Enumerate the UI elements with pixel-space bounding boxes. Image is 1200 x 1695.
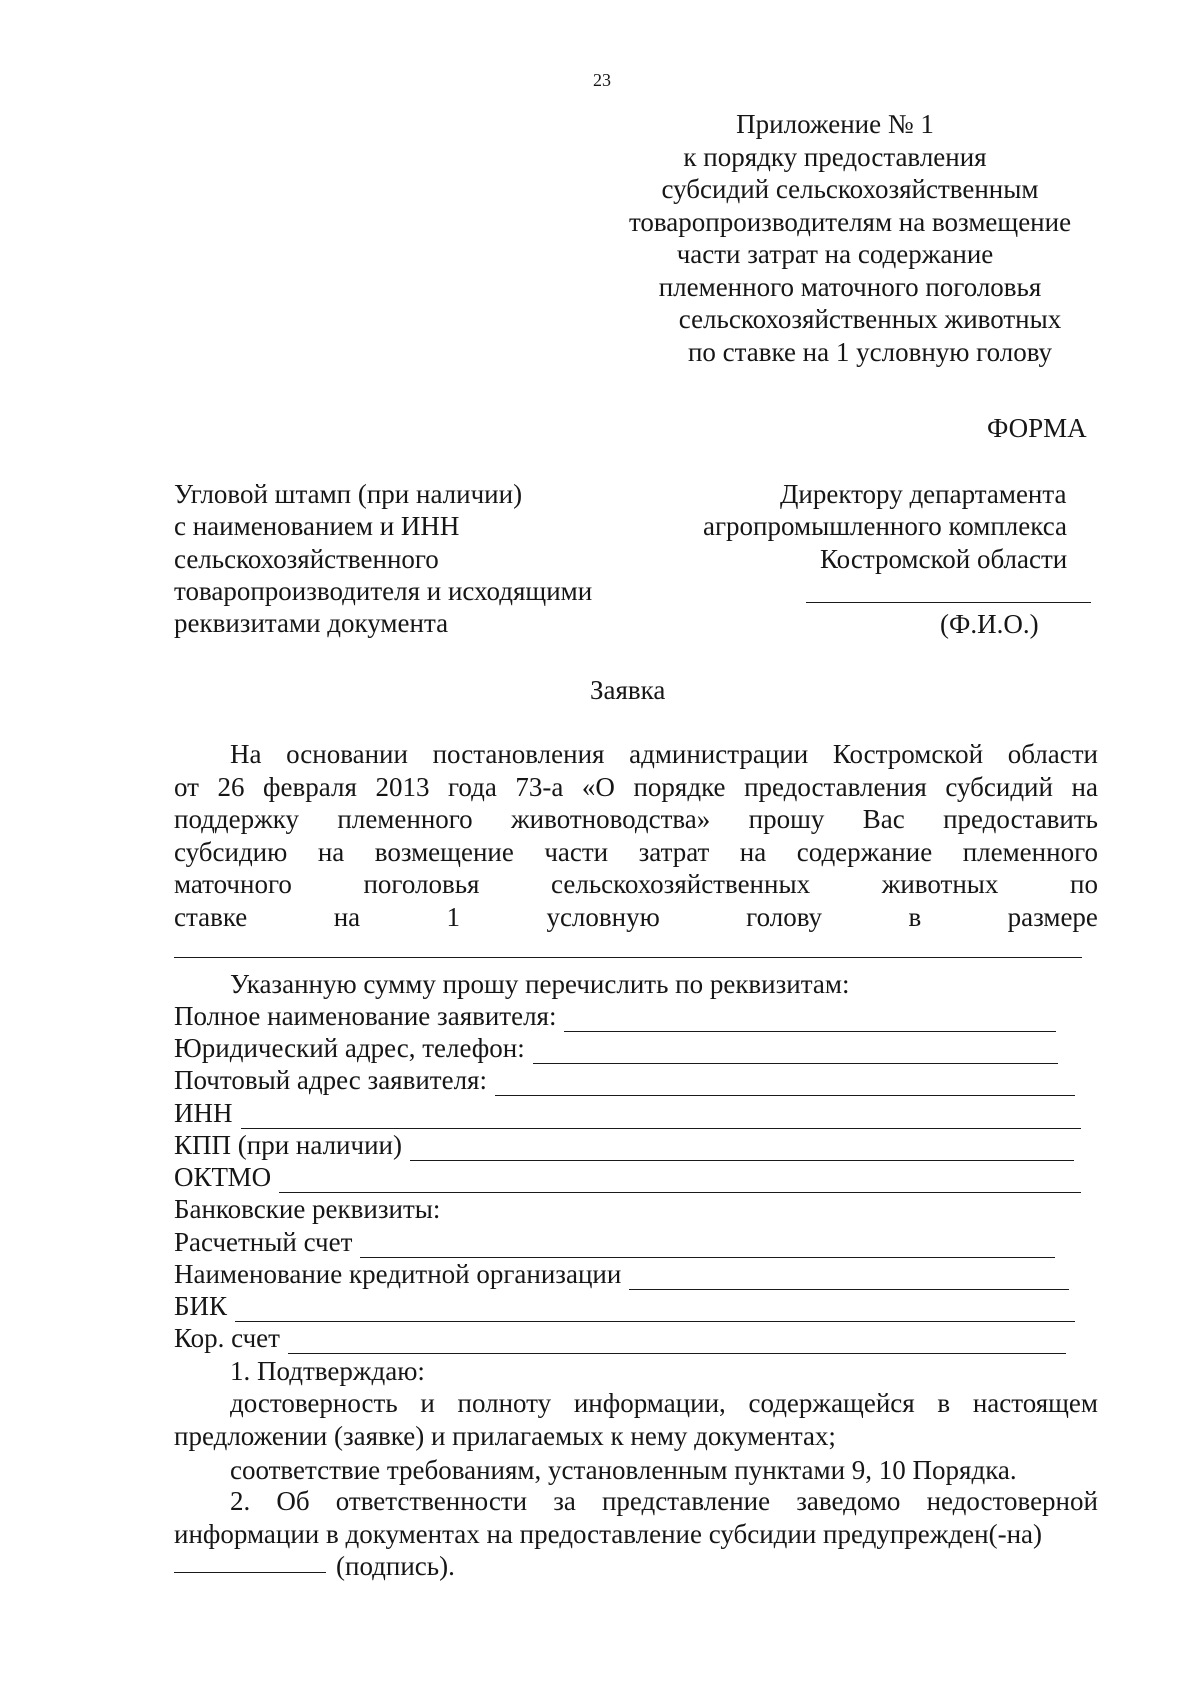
form-label: ФОРМА bbox=[987, 413, 1087, 443]
addressee-line: Директору департамента bbox=[780, 479, 1067, 509]
word: животноводства» bbox=[511, 804, 711, 834]
word: Об bbox=[276, 1486, 310, 1516]
word: ответственности bbox=[335, 1486, 528, 1516]
word: недостоверной bbox=[926, 1486, 1098, 1516]
stamp-line: товаропроизводителя и исходящими bbox=[174, 576, 593, 606]
appendix-line: по ставке на 1 условную голову bbox=[687, 336, 1053, 367]
word: постановления bbox=[432, 739, 605, 769]
fio-underline bbox=[806, 602, 1091, 603]
word: размере bbox=[1007, 901, 1098, 932]
appendix-block bbox=[600, 108, 1100, 368]
doc-title: Заявка bbox=[590, 675, 666, 705]
word: Вас bbox=[862, 804, 905, 834]
body-row bbox=[174, 738, 1098, 771]
word: достоверность bbox=[230, 1388, 398, 1418]
responsibility-row: информации в документах на предоставление субсидии предупрежден(-на) bbox=[174, 1518, 1043, 1549]
word: 73-а bbox=[515, 771, 564, 802]
appendix-line: субсидий сельскохозяйственным bbox=[661, 174, 1039, 204]
field-kpp[interactable]: КПП (при наличии) bbox=[174, 1129, 1074, 1161]
word: 26 bbox=[217, 771, 245, 802]
field-line[interactable] bbox=[533, 1039, 1058, 1064]
confirm-row: соответствие требованиям, установленным пунктами 9, 10 Порядка. bbox=[230, 1455, 1017, 1485]
appendix-line: Приложение № 1 bbox=[736, 109, 934, 139]
word: сельскохозяйственных bbox=[551, 869, 811, 899]
word: в bbox=[937, 1388, 951, 1418]
responsibility-paragraph bbox=[174, 1485, 1098, 1550]
word: субсидий bbox=[945, 771, 1053, 802]
word: от bbox=[174, 771, 199, 802]
addressee-line: агропромышленного комплекса bbox=[703, 511, 1067, 541]
word: заведомо bbox=[796, 1486, 901, 1516]
appendix-line: части затрат на содержание bbox=[676, 239, 994, 269]
body-row bbox=[174, 803, 1098, 836]
field-line[interactable] bbox=[241, 1104, 1081, 1129]
body-row bbox=[174, 901, 1098, 934]
word: на bbox=[333, 901, 361, 932]
appendix-line: сельскохозяйственных животных bbox=[678, 304, 1062, 334]
field-line[interactable] bbox=[360, 1233, 1055, 1258]
word: прошу bbox=[748, 804, 825, 834]
confirm-row bbox=[174, 1387, 1098, 1420]
field-postal-address[interactable]: Почтовый адрес заявителя: bbox=[174, 1064, 1075, 1096]
responsibility-row bbox=[174, 1485, 1098, 1518]
word: основании bbox=[286, 739, 408, 769]
body-row bbox=[174, 836, 1098, 869]
amount-underline bbox=[174, 957, 1082, 958]
appendix-line: племенного маточного поголовья bbox=[658, 271, 1042, 302]
word: администрации bbox=[629, 739, 809, 769]
field-line[interactable] bbox=[564, 1007, 1056, 1032]
word: ставке bbox=[174, 901, 248, 932]
word: содержание bbox=[796, 836, 933, 867]
addressee-line: Костромской области bbox=[820, 544, 1068, 574]
body-row bbox=[174, 868, 1098, 901]
stamp-line: сельскохозяйственного bbox=[174, 544, 439, 574]
field-applicant-name[interactable]: Полное наименование заявителя: bbox=[174, 1000, 1056, 1032]
word: Костромской bbox=[832, 739, 984, 769]
confirm-row: предложении (заявке) и прилагаемых к нему документах; bbox=[174, 1420, 836, 1451]
word: животных bbox=[881, 869, 999, 899]
word: предоставления bbox=[744, 771, 927, 802]
field-account[interactable]: Расчетный счет bbox=[174, 1226, 1055, 1258]
word: возмещение bbox=[374, 836, 514, 867]
field-line[interactable] bbox=[629, 1265, 1069, 1290]
word: «О bbox=[581, 771, 615, 802]
stamp-line: Угловой штамп (при наличии) bbox=[174, 479, 523, 509]
word: февраля bbox=[263, 771, 357, 802]
body-paragraph bbox=[174, 738, 1098, 933]
fio-caption: (Ф.И.О.) bbox=[940, 609, 1039, 639]
word: части bbox=[544, 836, 609, 867]
word: племенного bbox=[337, 804, 473, 834]
word: и bbox=[420, 1388, 435, 1418]
field-corr-account[interactable]: Кор. счет bbox=[174, 1322, 1066, 1354]
field-bik[interactable]: БИК bbox=[174, 1290, 1075, 1322]
word: условную bbox=[546, 901, 660, 932]
stamp-line: реквизитами документа bbox=[174, 608, 449, 638]
field-line[interactable] bbox=[288, 1329, 1066, 1354]
page-number: 23 bbox=[593, 70, 611, 90]
signature-underline[interactable] bbox=[174, 1572, 326, 1573]
bank-requisites-label: Банковские реквизиты: bbox=[174, 1194, 441, 1224]
field-line[interactable] bbox=[410, 1136, 1074, 1161]
confirm-paragraph bbox=[174, 1387, 1098, 1487]
word: 2. bbox=[230, 1486, 251, 1516]
signature-caption: (подпись). bbox=[336, 1551, 455, 1581]
word: поддержку bbox=[174, 804, 300, 834]
word: на bbox=[1071, 771, 1098, 802]
appendix-line: товаропроизводителям на возмещение bbox=[628, 206, 1072, 237]
field-bank-name[interactable]: Наименование кредитной организации bbox=[174, 1258, 1069, 1290]
body-row bbox=[174, 771, 1098, 804]
word: области bbox=[1007, 739, 1098, 769]
field-legal-address[interactable]: Юридический адрес, телефон: bbox=[174, 1032, 1058, 1064]
word: субсидию bbox=[174, 836, 288, 867]
word: племенного bbox=[962, 836, 1098, 867]
word: в bbox=[908, 901, 922, 932]
field-oktmo[interactable]: ОКТМО bbox=[174, 1161, 1081, 1193]
word: представление bbox=[601, 1486, 771, 1516]
confirm-heading: 1. Подтверждаю: bbox=[230, 1356, 425, 1386]
word: маточного bbox=[174, 869, 292, 899]
word: голову bbox=[746, 901, 823, 932]
word: 1 bbox=[446, 901, 461, 932]
word: информации, bbox=[573, 1388, 726, 1418]
field-line[interactable] bbox=[279, 1168, 1081, 1193]
word: на bbox=[317, 836, 345, 867]
word: поголовья bbox=[363, 869, 480, 899]
field-line[interactable] bbox=[495, 1071, 1075, 1096]
word: полноту bbox=[457, 1388, 552, 1418]
word: настоящем bbox=[972, 1388, 1098, 1418]
word: за bbox=[553, 1486, 576, 1516]
word: на bbox=[739, 836, 767, 867]
word: по bbox=[1070, 869, 1098, 899]
word: предоставить bbox=[943, 804, 1098, 834]
word: года bbox=[447, 771, 497, 802]
requisites-intro: Указанную сумму прошу перечислить по реквизитам: bbox=[230, 969, 850, 999]
field-line[interactable] bbox=[235, 1297, 1075, 1322]
word: содержащейся bbox=[748, 1388, 915, 1418]
appendix-line: к порядку предоставления bbox=[683, 141, 987, 172]
field-inn[interactable]: ИНН bbox=[174, 1097, 1081, 1129]
word: На bbox=[230, 739, 262, 769]
word: затрат bbox=[638, 836, 710, 867]
word: порядке bbox=[633, 771, 726, 802]
word: 2013 bbox=[375, 771, 430, 802]
stamp-line: с наименованием и ИНН bbox=[174, 511, 460, 541]
